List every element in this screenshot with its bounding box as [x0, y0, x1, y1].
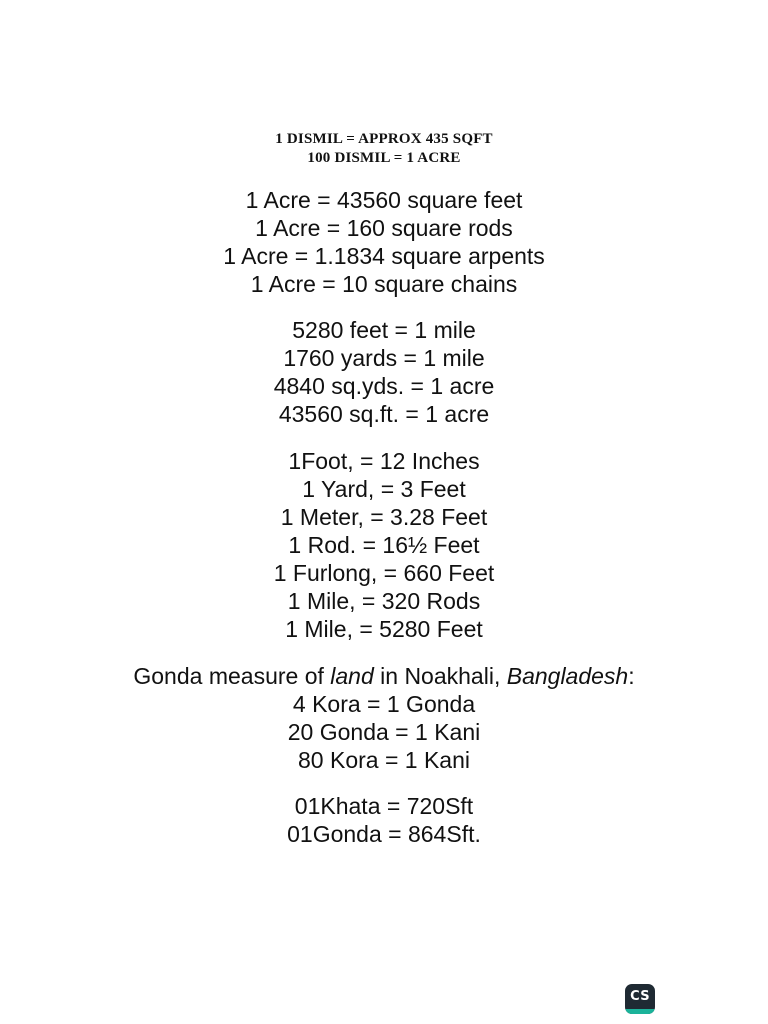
- camscanner-logo-text: CS: [630, 989, 650, 1004]
- acre-line: 1 Acre = 43560 square feet: [245, 187, 523, 213]
- gonda-heading-italic-bangladesh: Bangladesh: [506, 663, 629, 689]
- gonda-measures: [0, 662, 768, 774]
- length-line: 1 Mile, = 5280 Feet: [285, 616, 483, 642]
- khata-conversions: [0, 792, 768, 848]
- length-line: 1 Mile, = 320 Rods: [287, 588, 481, 614]
- dismil-header: [0, 130, 768, 168]
- acre-conversions: [0, 186, 768, 298]
- camscanner-logo-icon: [625, 984, 655, 1014]
- khata-line: 01Gonda = 864Sft.: [287, 821, 481, 847]
- length-line: 1 Meter, = 3.28 Feet: [280, 504, 488, 530]
- gonda-heading-text: Gonda measure of: [133, 663, 331, 689]
- mile-line: 4840 sq.yds. = 1 acre: [273, 373, 495, 399]
- gonda-heading: [0, 662, 768, 690]
- length-line: 1 Furlong, = 660 Feet: [273, 560, 495, 586]
- camscanner-logo-bar: [625, 1009, 655, 1014]
- gonda-heading-colon: :: [628, 663, 635, 689]
- mile-line: 43560 sq.ft. = 1 acre: [278, 401, 490, 427]
- acre-line: 1 Acre = 10 square chains: [250, 271, 518, 297]
- length-line: 1Foot, = 12 Inches: [288, 448, 480, 474]
- gonda-heading-italic-land: land: [330, 663, 374, 689]
- length-conversions: [0, 447, 768, 643]
- mile-conversions: [0, 316, 768, 428]
- gonda-line: 4 Kora = 1 Gonda: [292, 691, 476, 717]
- gonda-line: 20 Gonda = 1 Kani: [287, 719, 481, 745]
- dismil-acre-line: 100 DISMIL = 1 ACRE: [307, 150, 461, 166]
- mile-line: 1760 yards = 1 mile: [283, 345, 485, 371]
- mile-line: 5280 feet = 1 mile: [292, 317, 476, 343]
- length-line: 1 Yard, = 3 Feet: [302, 476, 466, 502]
- acre-line: 1 Acre = 1.1834 square arpents: [223, 243, 545, 269]
- length-line: 1 Rod. = 16½ Feet: [288, 532, 480, 558]
- gonda-heading-text: in Noakhali,: [373, 663, 507, 689]
- dismil-line: 1 DISMIL = APPROX 435 SQFT: [275, 131, 493, 147]
- khata-line: 01Khata = 720Sft: [294, 793, 474, 819]
- acre-line: 1 Acre = 160 square rods: [255, 215, 513, 241]
- gonda-line: 80 Kora = 1 Kani: [298, 747, 470, 773]
